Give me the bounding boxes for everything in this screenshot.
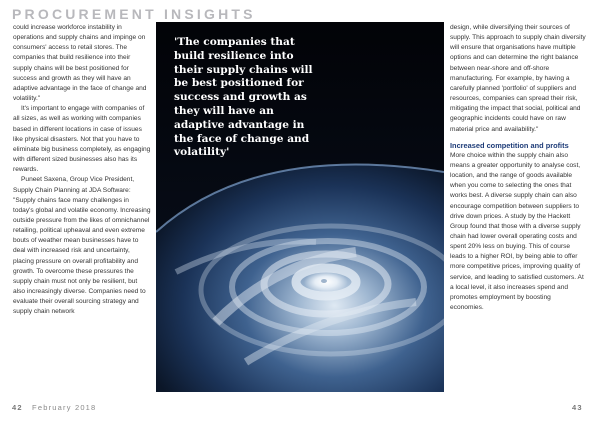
pull-quote: 'The companies that build resilience into their supply chains will be best positioned for success and growth as they will have an adaptive advantage in the face of change and volatility' <box>174 36 313 159</box>
left-text-column <box>13 23 151 318</box>
left-page-footer <box>12 403 96 412</box>
right-text-column <box>450 23 586 313</box>
body-paragraph: More choice within the supply chain also means a greater opportunity to analyse cost, location, and the range of goods available when you come to selecting the ones that works best. A diverse supply chain can also encourage competition between suppliers to drive down prices. A study by the Hackett Group found that those with a diverse supply chain had lower overall operating costs and spent 20% less on buying. This of course leads to a higher ROI, by being able to offer more competitive prices, improving quality of service, and leading to satisfied customers. At a local level, it also increases spend and promotes employment by boosting economies. <box>450 151 584 312</box>
left-page-number: 42 <box>12 403 23 412</box>
body-paragraph: design, while diversifying their sources of supply. This approach to supply chain diversity will ensure that organisations have multiple options and can determine the right balance between near-shore and off-shore manufacturing. For example, by having a carefully planned 'portfolio' of suppliers and resources, companies can spread their risk, mitigating the impact that social, political and geographic incidents could have on raw material price and availability." <box>450 24 586 133</box>
body-paragraph: Puneet Saxena, Group Vice President, Supply Chain Planning at JDA Software: "Supply chains face many challenges in today's global and volatile economy. Increasing outside pressure from the likes of omnichannel retailing, political upheaval and even extreme bouts of weather mean businesses have to deal with increased risk and uncertainty, placing pressure on overall profitability and growth. To overcome these pressures the supply chain must not only be resilient, but also increasingly diverse. Companies need to evaluate their overall sourcing strategy and supply chain network <box>13 176 151 316</box>
section-subheading: Increased competition and profits <box>450 140 569 150</box>
magazine-section-title: PROCUREMENT INSIGHTS <box>12 6 256 22</box>
issue-date: February 2018 <box>32 403 97 412</box>
earth-storm-photo <box>156 22 444 392</box>
body-paragraph: could increase workforce instability in operations and supply chains and impinge on consumers' access to retail stores. The companies that build resilience into their supply chains will be best positioned for success and growth as they will have an adaptive advantage in the face of change and volatility." <box>13 24 147 103</box>
body-paragraph: It's important to engage with companies of all sizes, as well as working with companies based in different locations in case of issues like physical disasters. Not that you have to eliminate big business completely, as engaging with different sized businesses also has its rewards. <box>13 105 151 174</box>
right-page-number: 43 <box>572 403 583 412</box>
right-page-footer <box>572 403 589 412</box>
